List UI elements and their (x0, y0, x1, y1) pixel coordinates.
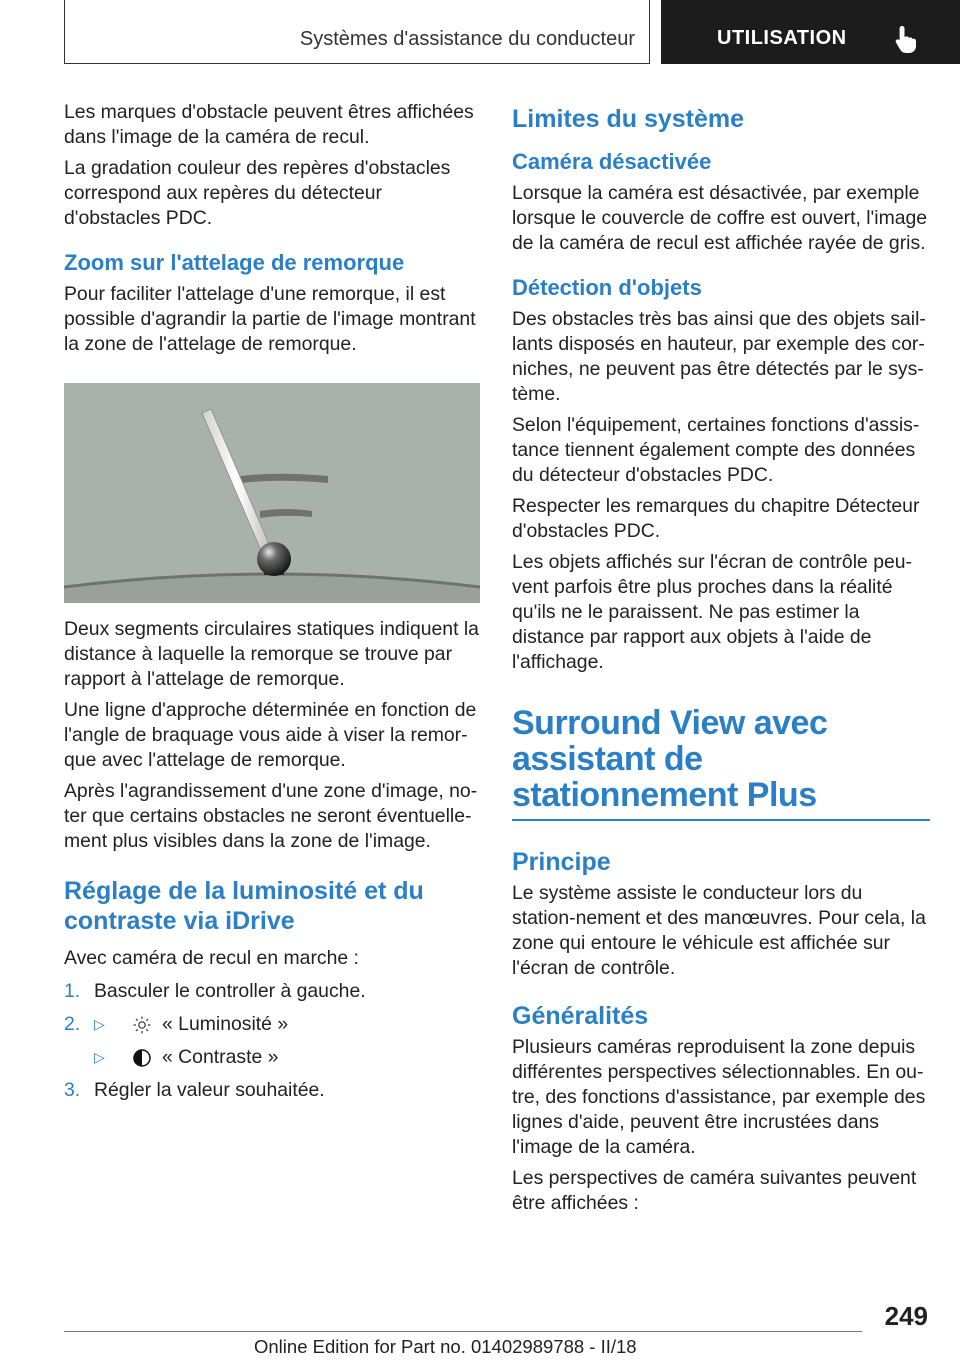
sun-icon (132, 1015, 152, 1035)
paragraph: Les marques d'obstacle peuvent êtres affichées dans l'image de la caméra de recul. (64, 101, 474, 148)
paragraph: Les perspectives de caméra suivantes peuvent être affichées : (512, 1166, 917, 1214)
section-tab-label: UTILISATION (717, 27, 847, 49)
step-number: 3. (64, 1079, 81, 1101)
step-text: « Contraste » (162, 1046, 279, 1068)
paragraph: Plusieurs caméras reproduisent la zone depuis différentes perspectives sélectionnables. En ou‐tre, des fonctions d'assistance, par exemple des lignes d'aide, peuvent être incrustées dans l'image de la caméra. (512, 1035, 926, 1158)
chapter-title: Systèmes d'assistance du conducteur (299, 28, 635, 50)
hand-pointer-icon (893, 24, 919, 54)
paragraph: Après l'agrandissement d'une zone d'image, no‐ter que certains obstacles ne seront éventuelle‐ment plus visibles dans la zone de l'image. (64, 780, 478, 852)
paragraph: Pour faciliter l'attelage d'une remorque, il est possible d'agrandir la partie de l'image montrant la zone de l'attelage de remorque. (64, 283, 476, 355)
heading-zoom-hitch: Zoom sur l'attelage de remorque (64, 250, 405, 275)
steps-list (64, 979, 482, 1103)
page-number: 249 (884, 1301, 928, 1331)
paragraph: Avec caméra de recul en marche : (64, 947, 359, 969)
edition-footer: Online Edition for Part no. 01402989788 - II/18 (254, 1336, 637, 1357)
step-number: 1. (64, 980, 81, 1002)
heading-brightness-contrast: Réglage de la luminosité et du contraste via iDrive (64, 877, 424, 935)
paragraph: Deux segments circulaires statiques indiquent la distance à laquelle la remorque se trouve par rapport à l'attelage de remorque. (64, 618, 479, 690)
paragraph: Le système assiste le conducteur lors du station‐nement et des manœuvres. Pour cela, la zone qui entoure le véhicule est affichée sur l'écran de contrôle. (512, 881, 926, 979)
trailer-hitch-camera-image (64, 383, 480, 603)
step-item (64, 1012, 482, 1070)
heading-rule (512, 819, 930, 821)
heading-general: Généralités (512, 1001, 649, 1030)
chapter-heading-surround-view: Surround View avec assistant de stationnement Plus (512, 704, 828, 814)
heading-camera-off: Caméra désactivée (512, 149, 712, 174)
step-marker: ▷ (94, 1049, 105, 1065)
paragraph: Des obstacles très bas ainsi que des objets sail‐lants disposés en hauteur, par exemple des cor‐niches, ne peuvent pas être détectés par le sys‐tème. (512, 308, 926, 405)
left-column (64, 100, 482, 1111)
step-number: 2. (64, 1013, 81, 1035)
heading-system-limits: Limites du système (512, 105, 745, 133)
heading-principle: Principe (512, 847, 611, 876)
heading-object-detection: Détection d'objets (512, 275, 702, 300)
paragraph: La gradation couleur des repères d'obstacles correspond aux repères du détecteur d'obstacles PDC. (64, 157, 451, 229)
step-text: Régler la valeur souhaitée. (94, 1079, 325, 1101)
paragraph: Une ligne d'approche déterminée en fonction de l'angle de braquage vous aide à viser la remor‐que avec l'attelage de remorque. (64, 699, 477, 771)
running-header (64, 0, 650, 64)
step-item (64, 979, 482, 1004)
step-text: Basculer le controller à gauche. (94, 980, 366, 1002)
step-text: « Luminosité » (162, 1013, 289, 1035)
paragraph: Lorsque la caméra est désactivée, par exemple lorsque le couvercle de coffre est ouvert, l'image de la caméra de recul est affichée rayée de gris. (512, 182, 928, 254)
paragraph: Respecter les remarques du chapitre Détecteur d'obstacles PDC. (512, 495, 920, 542)
footer-rule (64, 1331, 862, 1332)
right-column (512, 100, 930, 1222)
paragraph: Selon l'équipement, certaines fonctions d'assis‐tance tiennent également compte des données du détecteur d'obstacles PDC. (512, 414, 920, 486)
step-marker: ▷ (94, 1016, 105, 1032)
step-item (64, 1078, 482, 1103)
contrast-icon (132, 1048, 152, 1068)
paragraph: Les objets affichés sur l'écran de contrôle peu‐vent parfois être plus proches dans la réalité qu'ils ne le paraissent. Ne pas estimer la distance par rapport aux objets à l'aide de l'affichage. (512, 551, 913, 673)
section-tab (661, 0, 960, 64)
